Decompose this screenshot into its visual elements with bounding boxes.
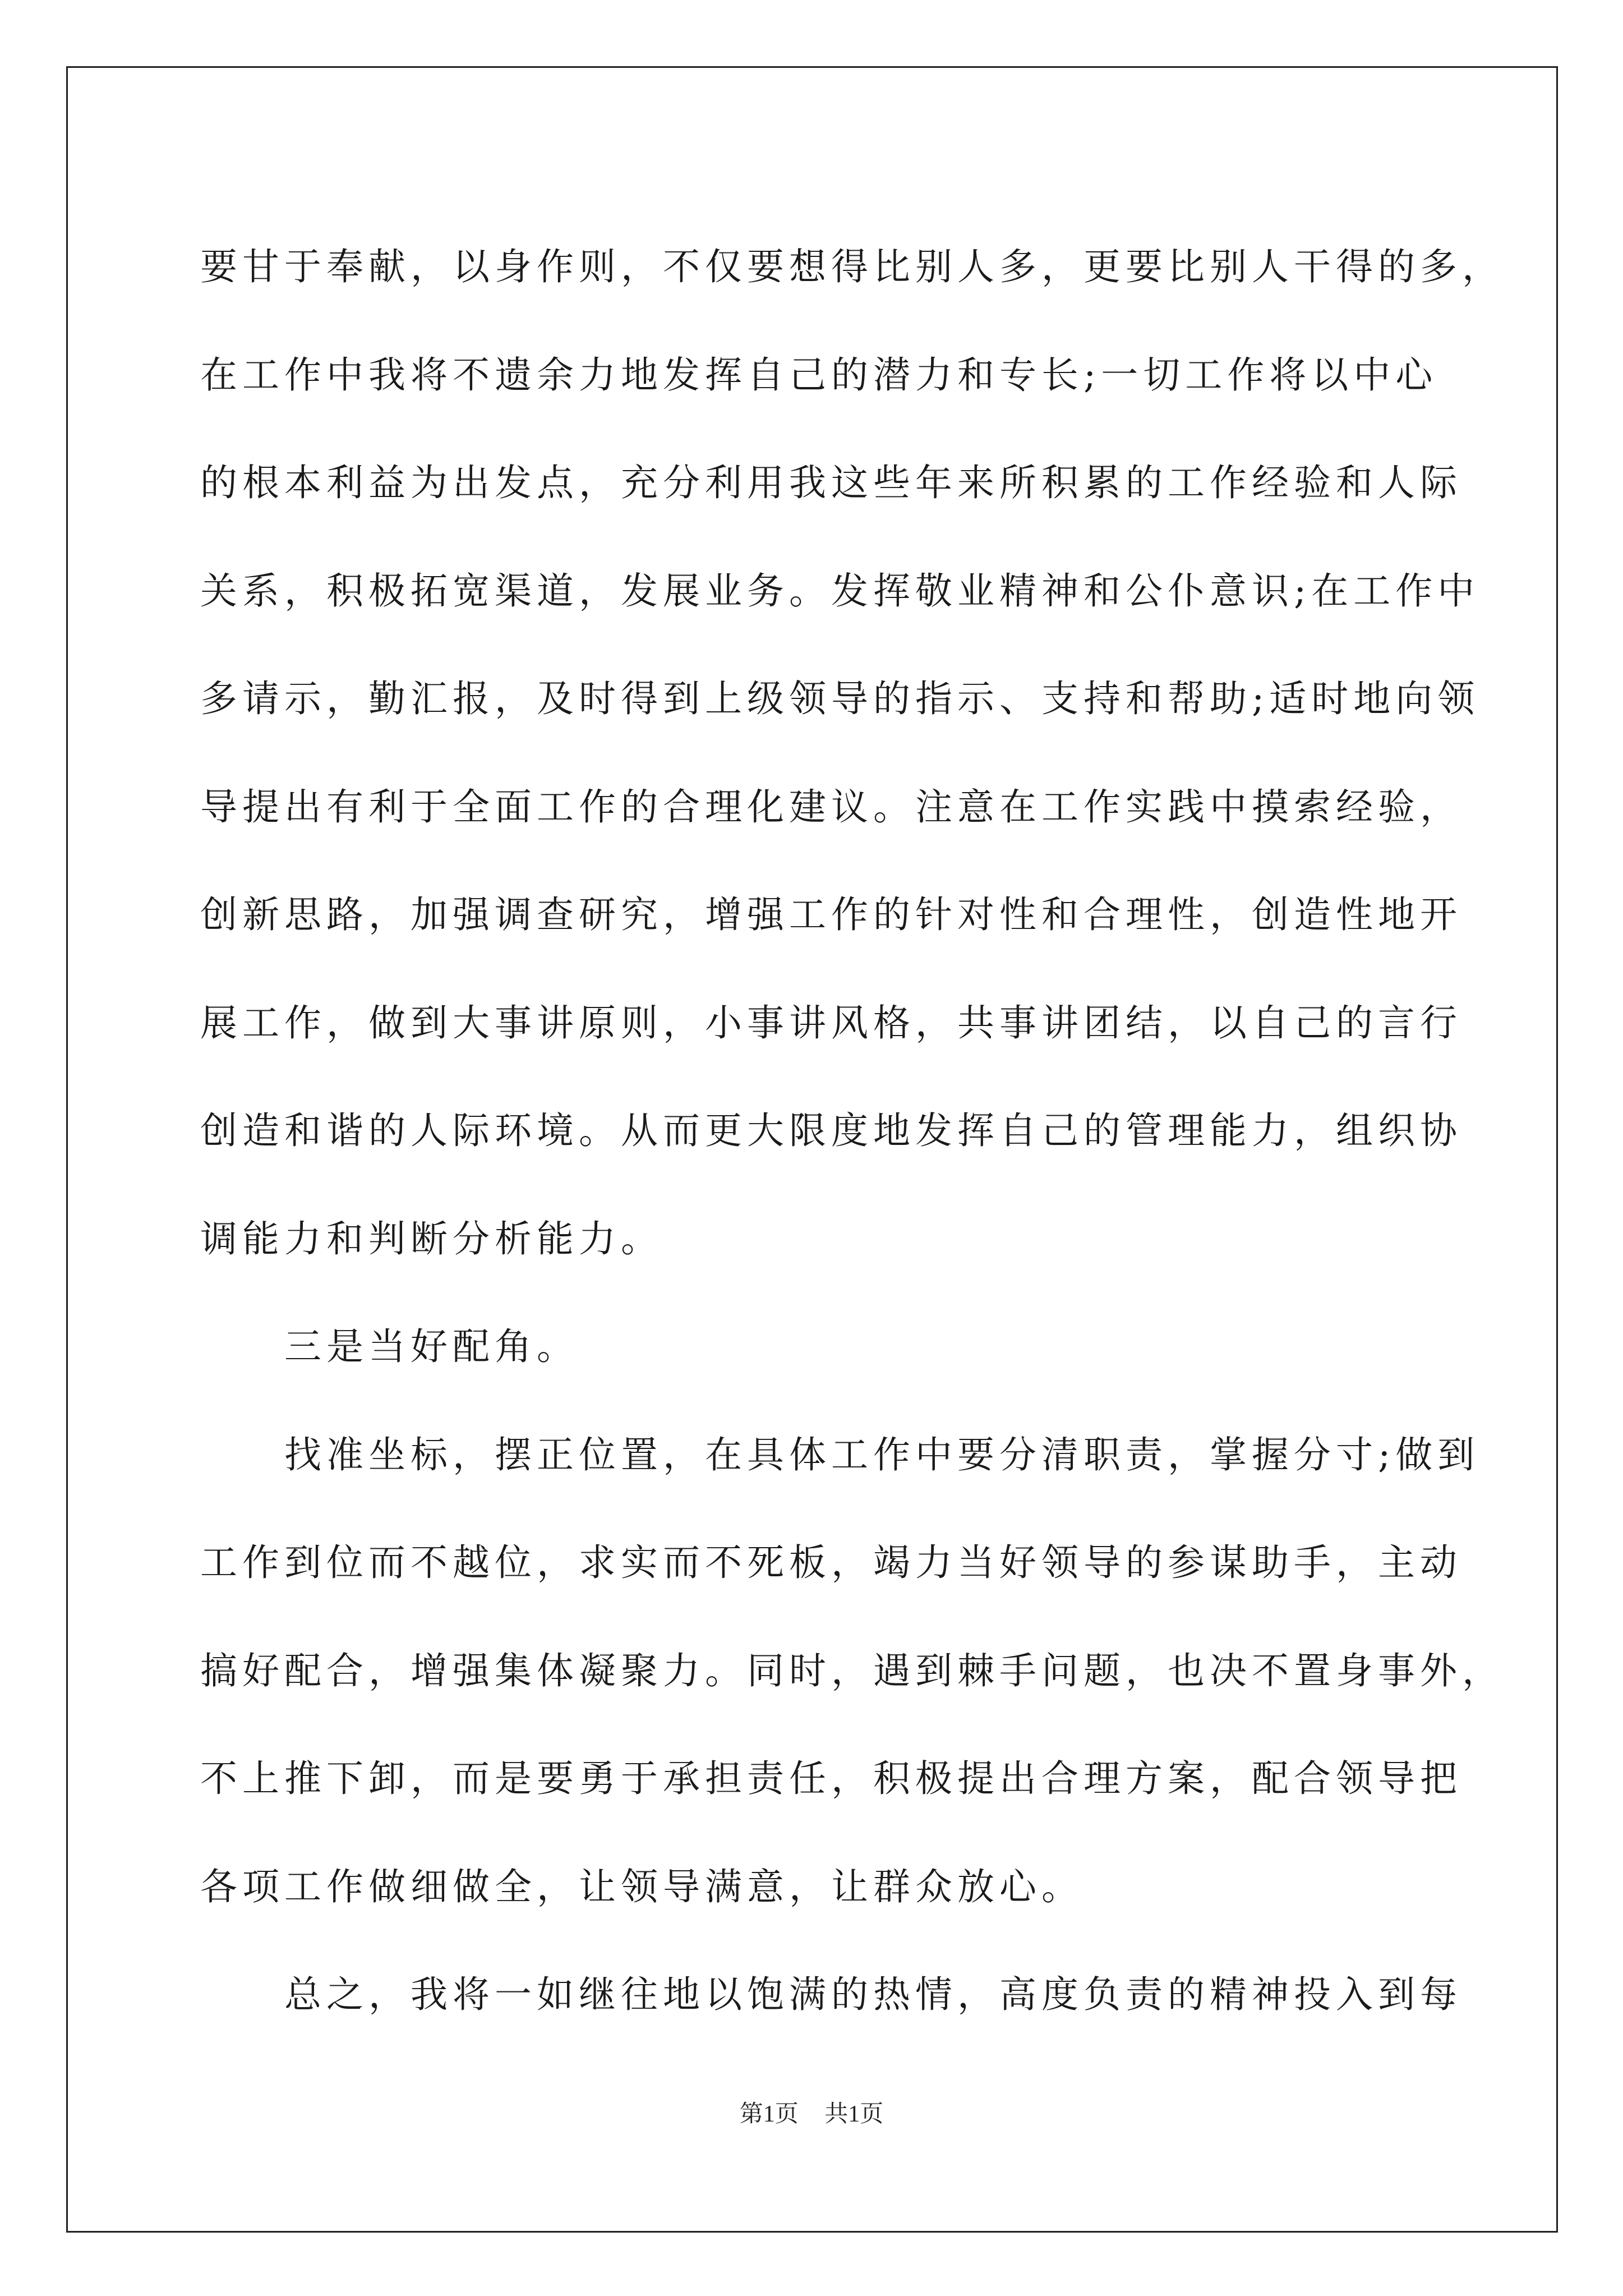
text-line: 工作到位而不越位，求实而不死板，竭力当好领导的参谋助手，主动 xyxy=(200,1541,1462,1584)
text-line: 搞好配合，增强集体凝聚力。同时，遇到棘手问题，也决不置身事外， xyxy=(200,1649,1504,1692)
page-number: 第1页 xyxy=(739,2101,799,2127)
text-line: 展工作，做到大事讲原则，小事讲风格，共事讲团结，以自己的言行 xyxy=(200,1001,1462,1045)
body-text xyxy=(200,213,1504,2049)
text-line: 的根本利益为出发点，充分利用我这些年来所积累的工作经验和人际 xyxy=(200,461,1462,504)
text-line: 在工作中我将不遗余力地发挥自己的潜力和专长;一切工作将以中心 xyxy=(200,353,1438,397)
text-line: 创新思路，加强调查研究，增强工作的针对性和合理性，创造性地开 xyxy=(200,893,1462,936)
paragraph-start: 总之，我将一如继往地以饱满的热情，高度负责的精神投入到每 xyxy=(284,1973,1462,2016)
text-line: 导提出有利于全面工作的合理化建议。注意在工作实践中摸索经验， xyxy=(200,785,1462,829)
text-line: 创造和谐的人际环境。从而更大限度地发挥自己的管理能力，组织协 xyxy=(200,1109,1462,1152)
page-total: 共1页 xyxy=(824,2101,884,2127)
text-line: 不上推下卸，而是要勇于承担责任，积极提出合理方案，配合领导把 xyxy=(200,1757,1462,1800)
text-line: 多请示，勤汇报，及时得到上级领导的指示、支持和帮助;适时地向领 xyxy=(200,677,1480,720)
text-line: 各项工作做细做全，让领导满意，让群众放心。 xyxy=(200,1865,1083,1908)
section-heading: 三是当好配角。 xyxy=(284,1325,579,1368)
text-line: 要甘于奉献，以身作则，不仅要想得比别人多，更要比别人干得的多， xyxy=(200,245,1504,288)
page-footer xyxy=(0,2095,1623,2129)
text-line: 关系，积极拓宽渠道，发展业务。发挥敬业精神和公仆意识;在工作中 xyxy=(200,569,1480,613)
text-line: 调能力和判断分析能力。 xyxy=(200,1217,663,1260)
paragraph-start: 找准坐标，摆正位置，在具体工作中要分清职责，掌握分寸;做到 xyxy=(284,1433,1480,1476)
